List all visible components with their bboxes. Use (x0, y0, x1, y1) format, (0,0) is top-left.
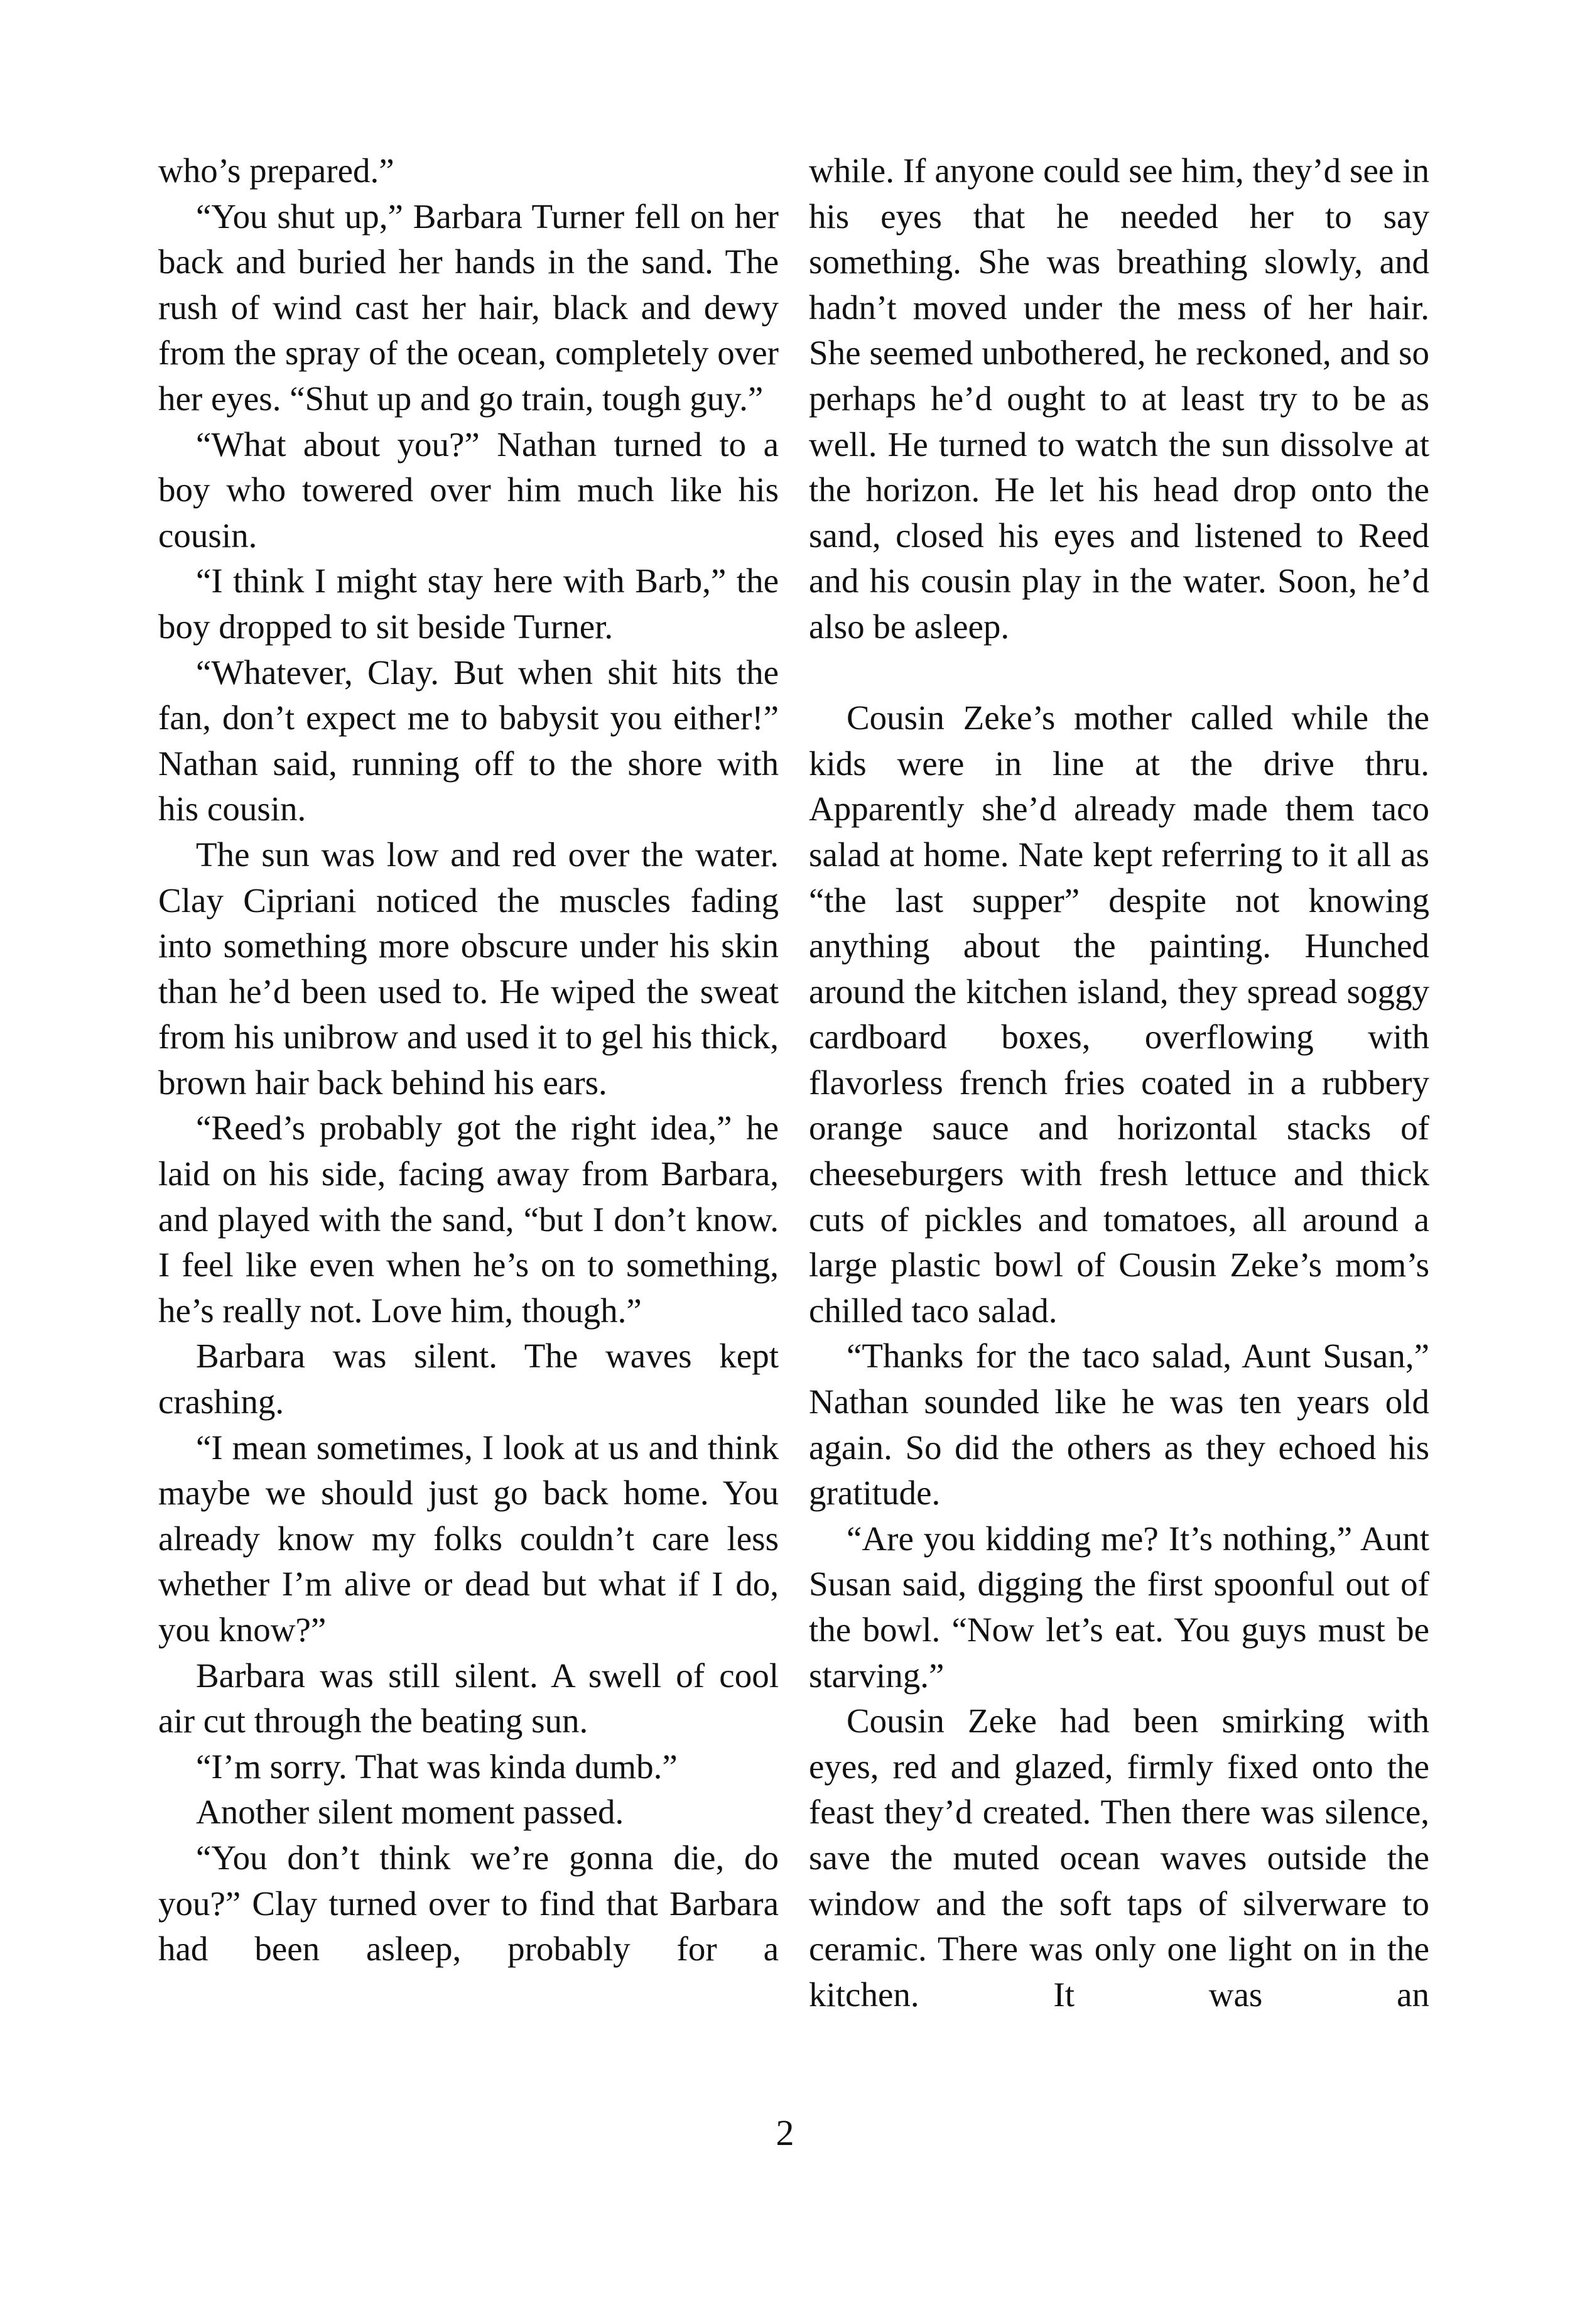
paragraph: Another silent moment passed. (196, 1793, 624, 1832)
paragraph: “Whatever, Clay. But when shit hits the fan, don’t expect me to babysit you either!” Nathan said, running off to the shore with his cousin. (158, 653, 779, 828)
paragraph-continues: Cousin Zeke had been smirking with eyes, red and glazed, firmly fixed onto the feast they’d created. Then there was silence, save the muted ocean waves outside the window and the soft taps of silverware to ceramic. There was only one light on in the kitchen. It was an (809, 1702, 1429, 2014)
paragraph-section-start: Cousin Zeke’s mother called while the kids were in line at the drive thru. Apparently she’d already made them taco salad at home. Nate kept referring to it all as “the last supper” despite not knowing anything about the painting. Hunched around the kitchen island, they spread soggy cardboard boxes, overflowing with flavorless french fries coated in a rubbery orange sauce and horizontal stacks of cheeseburgers with fresh lettuce and thick cuts of pickles and tomatoes, all around a large plastic bowl of Cousin Zeke’s mom’s chilled taco salad. (809, 698, 1429, 1330)
paragraph-continues: “You don’t think we’re gonna die, do you?” Clay turned over to find that Barbara had been asleep, probably for a (158, 1838, 779, 1968)
paragraph: Barbara was still silent. A swell of cool air cut through the beating sun. (158, 1656, 779, 1740)
paragraph: The sun was low and red over the water. Clay Cipriani noticed the muscles fading into something more obscure under his skin than he’d been used to. He wiped the sweat from his unibrow and used it to gel his thick, brown hair back behind his ears. (158, 835, 779, 1102)
paragraph: “I’m sorry. That was kinda dumb.” (196, 1747, 678, 1786)
paragraph: Barbara was silent. The waves kept crashing. (158, 1337, 779, 1421)
paragraph: “Reed’s probably got the right idea,” he laid on his side, facing away from Barbara, and played with the sand, “but I don’t know. I feel like even when he’s on to something, he’s really not. Love him, though.” (158, 1109, 779, 1330)
paragraph: “What about you?” Nathan turned to a boy who towered over him much like his cousin. (158, 425, 779, 555)
left-text-column (158, 148, 779, 1972)
paragraph: “Thanks for the taco salad, Aunt Susan,” Nathan sounded like he was ten years old again. So did the others as they echoed his gratitude. (809, 1337, 1429, 1512)
paragraph: “Are you kidding me? It’s nothing,” Aunt Susan said, digging the first spoonful out of the bowl. “Now let’s eat. You guys must be starving.” (809, 1519, 1429, 1695)
right-text-column (809, 148, 1429, 2017)
paragraph-continued: while. If anyone could see him, they’d see in his eyes that he needed her to say something. She was breathing slowly, and hadn’t moved under the mess of her hair. She seemed unbothered, he reckoned, and so perhaps he’d ought to at least try to be as well. He turned to watch the sun dissolve at the horizon. He let his head drop onto the sand, closed his eyes and listened to Reed and his cousin play in the water. Soon, he’d also be asleep. (809, 151, 1429, 646)
paragraph: “I mean sometimes, I look at us and think maybe we should just go back home. You already know my folks couldn’t care less whether I’m alive or dead but what if I do, you know?” (158, 1428, 779, 1649)
paragraph: “I think I might stay here with Barb,” the boy dropped to sit beside Turner. (158, 562, 779, 646)
paragraph-continued: who’s prepared.” (158, 151, 394, 190)
page-number: 2 (776, 2112, 794, 2153)
paragraph: “You shut up,” Barbara Turner fell on her back and buried her hands in the sand. The rush of wind cast her hair, black and dewy from the spray of the ocean, completely over her eyes. “Shut up and go train, tough guy.” (158, 197, 779, 418)
